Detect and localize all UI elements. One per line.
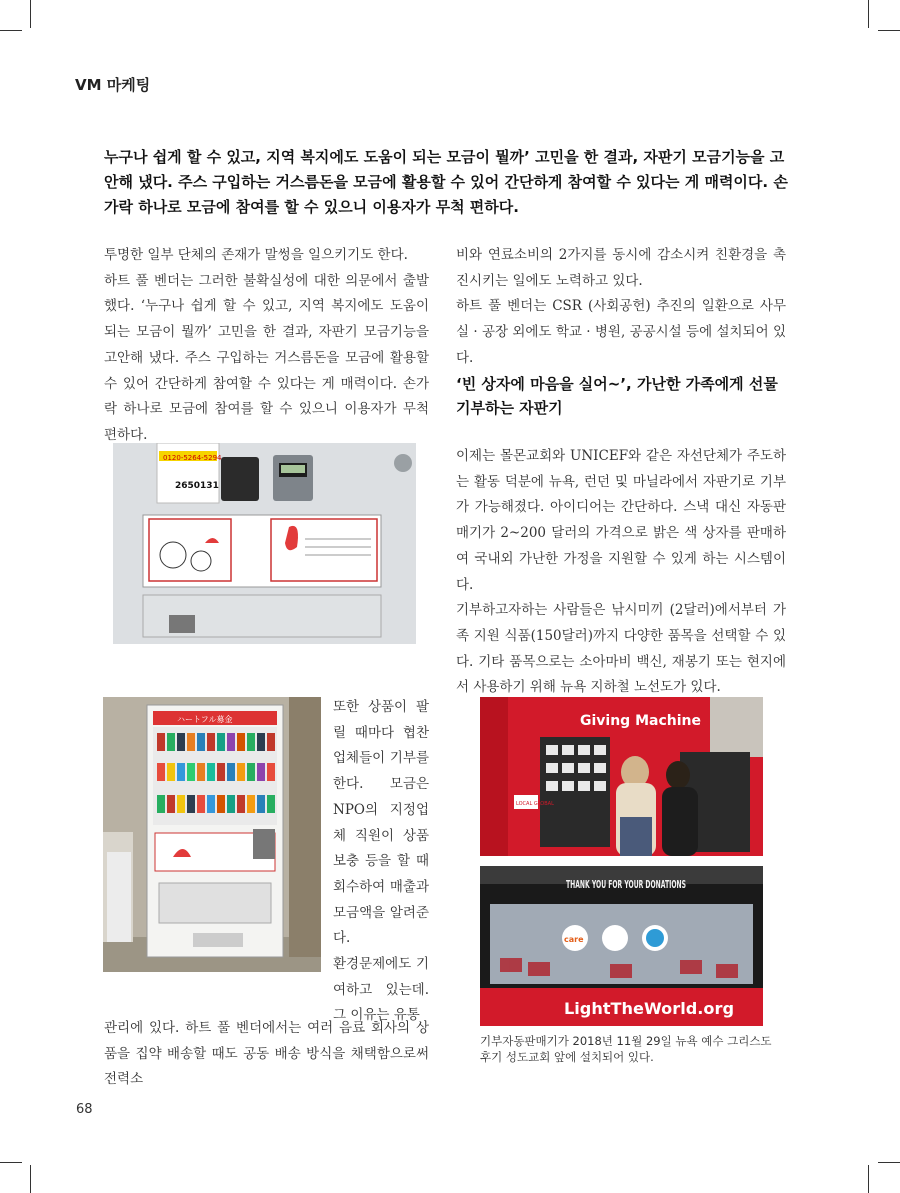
- donation-panel-photo: [113, 443, 416, 644]
- vending-machine-photo: [103, 697, 321, 972]
- right-column-top: [456, 243, 786, 372]
- crop-mark: [30, 1165, 31, 1193]
- crop-mark: [868, 0, 869, 28]
- crop-mark: [878, 30, 900, 31]
- paragraph: 투명한 일부 단체의 존재가 말썽을 일으키기도 한다.: [104, 247, 408, 263]
- crop-mark: [0, 30, 22, 31]
- narrow-text-column: [333, 695, 429, 1029]
- paragraph: 또한 상품이 팔릴 때마다 협찬업체들이 기부를 한다. 모금은 NPO의 지정업체 직원이 상품 보충 등을 할 때 회수하여 매출과 모금액을 알려준다.: [333, 699, 429, 947]
- crop-mark: [30, 0, 31, 28]
- crop-mark: [868, 1165, 869, 1193]
- light-the-world-url: LightTheWorld.org: [564, 999, 734, 1018]
- bottom-text: 관리에 있다. 하트 풀 벤더에서는 여러 음료 회사의 상품을 집약 배송할 때도 공동 배송 방식을 채택함으로써 전력소: [104, 1020, 429, 1088]
- machine-banner-text: ハートフル募金: [177, 715, 233, 724]
- thank-you-headline: THANK YOU FOR YOUR DONATIONS: [566, 878, 687, 891]
- crop-mark: [878, 1162, 900, 1163]
- paragraph: 비와 연료소비의 2가지를 동시에 감소시켜 친환경을 촉진시키는 일에도 노력하고 있다.: [456, 247, 786, 289]
- local-global-sign: LOCAL GLOBAL: [516, 801, 554, 807]
- paragraph: 하트 풀 벤더는 그러한 불확실성에 대한 의문에서 출발했다. ‘누구나 쉽게 할 수 있고, 지역 복지에도 도움이 되는 모금이 뭘까’ 고민을 한 결과, 자판기 모금기능을 고안해 냈다. 주스 구입하는 거스름돈을 모금에 활용할 수 있어 간단하게 참여할 수 있다는 게 매력이다. 손가락 하나로 모금에 참여를 할 수 있으니 이용자가 무척 편하다.: [104, 272, 429, 443]
- giving-machine-photo: [480, 697, 763, 856]
- lead-paragraph: 누구나 쉽게 할 수 있고, 지역 복지에도 도움이 되는 모금이 뭘까’ 고민을 한 결과, 자판기 모금기능을 고안해 냈다. 주스 구입하는 거스름돈을 모금에 활용할 수 있어 간단하게 참여할 수 있다는 게 매력이다. 손가락 하나로 모금에 참여를 할 수 있으니 이용자가 무척 편하다.: [104, 148, 788, 216]
- phone-text: 0120-5264-5294: [163, 454, 222, 462]
- paragraph: 환경문제에도 기여하고 있는데. 그 이유는 유통: [333, 956, 429, 1024]
- giving-machine-sign: Giving Machine: [580, 713, 701, 729]
- care-logo: care: [564, 935, 584, 944]
- crop-mark: [0, 1162, 22, 1163]
- subheading: ‘빈 상자에 마음을 실어~’, 가난한 가족에게 선물 기부하는 자판기: [456, 375, 778, 417]
- left-column: [104, 243, 429, 449]
- code-text: 2650131: [175, 481, 219, 491]
- light-the-world-photo: [480, 866, 763, 1026]
- section-header: VM 마케팅: [75, 76, 151, 94]
- paragraph: 이제는 몰몬교회와 UNICEF와 같은 자선단체가 주도하는 활동 덕분에 뉴욕, 런던 및 마닐라에서 자판기로 기부가 가능해졌다. 아이디어는 간단하다. 스낵 대신 자동판매기가 2~200 달러의 가격으로 밝은 색 상자를 판매하여 국내외 가난한 가정을 지원할 수 있게 하는 시스템이다.: [456, 448, 786, 593]
- paragraph: 기부하고자하는 사람들은 낚시미끼 (2달러)에서부터 가족 지원 식품(150달러)까지 다양한 품목을 선택할 수 있다. 기타 품목으로는 소아마비 백신, 재봉기 또는 현지에서 사용하기 위해 뉴욕 지하철 노선도가 있다.: [456, 602, 786, 696]
- right-column-bottom: [456, 444, 786, 701]
- photo-caption: 기부자동판매기가 2018년 11월 29일 뉴욕 예수 그리스도 후기 성도교회 앞에 설치되어 있다.: [480, 1034, 772, 1064]
- paragraph: 하트 풀 벤더는 CSR (사회공헌) 추진의 일환으로 사무실 · 공장 외에도 학교 · 병원, 공공시설 등에 설치되어 있다.: [456, 298, 786, 366]
- page-number: 68: [76, 1102, 93, 1117]
